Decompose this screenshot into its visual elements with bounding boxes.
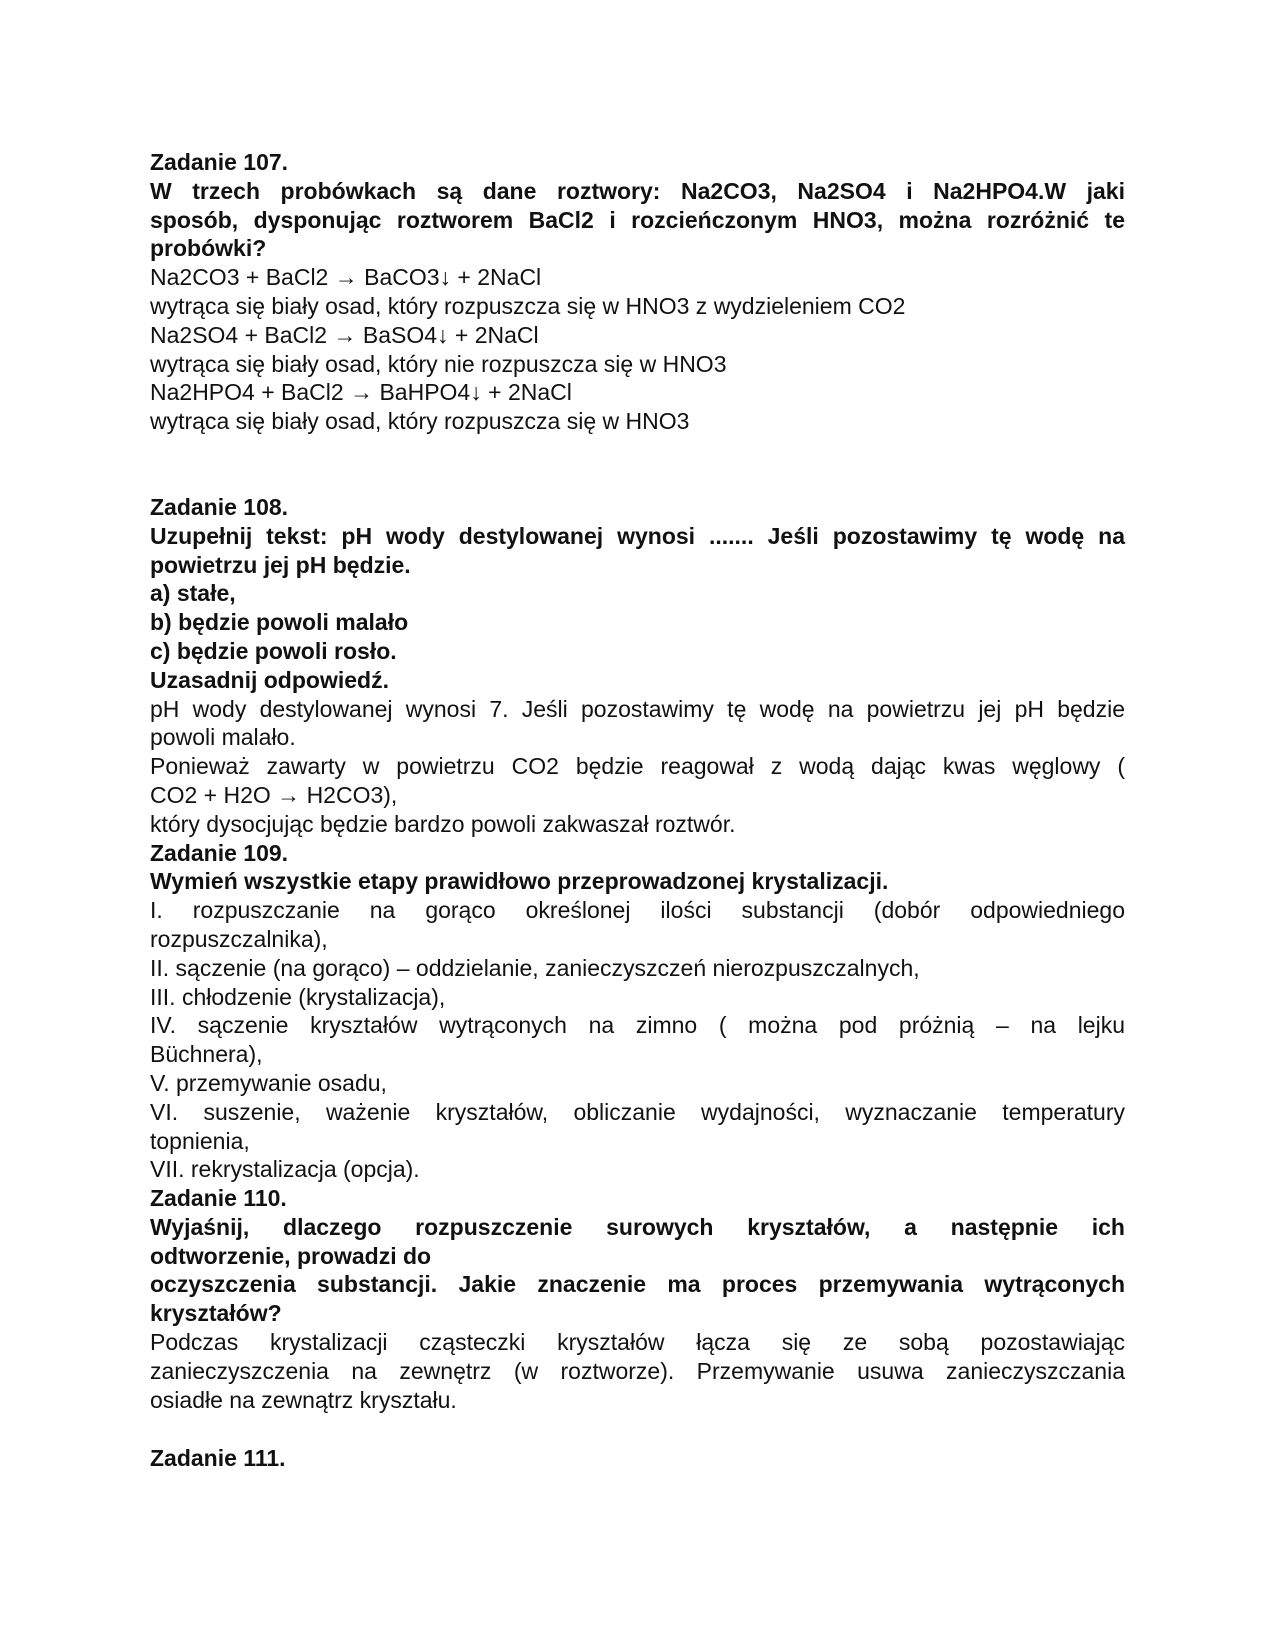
task-question-line: Uzupełnij tekst: pH wody destylowanej wynosi ....... Jeśli pozostawimy tę wodę na <box>150 522 1125 549</box>
option-a: a) stałe, <box>150 580 236 607</box>
answer-line: V. przemywanie osadu, <box>150 1069 387 1096</box>
answer-line: powoli malało. <box>150 724 296 751</box>
task-question-line: Wymień wszystkie etapy prawidłowo przeprowadzonej krystalizacji. <box>150 868 889 895</box>
spacer <box>150 1414 1125 1444</box>
task-title: Zadanie 108. <box>150 493 289 520</box>
task-109 <box>150 839 1125 1185</box>
option-b: b) będzie powoli malało <box>150 609 409 636</box>
task-question-line: W trzech probówkach są dane roztwory: Na2CO3, Na2SO4 i Na2HPO4.W jaki <box>150 177 1125 204</box>
task-question-line: sposób, dysponując roztworem BaCl2 i rozcieńczonym HNO3, można rozróżnić te <box>150 206 1125 233</box>
answer-line: III. chłodzenie (krystalizacja), <box>150 983 446 1010</box>
answer-line: zanieczyszczenia na zewnętrz (w roztworze). Przemywanie usuwa zanieczyszczania <box>150 1357 1125 1384</box>
answer-line: VI. suszenie, ważenie kryształów, obliczanie wydajności, wyznaczanie temperatury <box>150 1098 1125 1125</box>
answer-line: który dysocjując będzie bardzo powoli zakwaszał roztwór. <box>150 810 736 837</box>
answer-line: Ponieważ zawarty w powietrzu CO2 będzie reagował z wodą dając kwas węglowy ( <box>150 753 1125 780</box>
task-question-line: odtworzenie, prowadzi do <box>150 1242 432 1269</box>
answer-line: Büchnera), <box>150 1041 263 1068</box>
reaction-equation: Na2CO3 + BaCl2 → BaCO3↓ + 2NaCl <box>150 264 542 291</box>
answer-line: VII. rekrystalizacja (opcja). <box>150 1156 420 1183</box>
task-title: Zadanie 111. <box>150 1445 286 1472</box>
task-question-line: powietrzu jej pH będzie. <box>150 551 411 578</box>
answer-line: IV. sączenie kryształów wytrąconych na zimno ( można pod próżnią – na lejku <box>150 1012 1125 1039</box>
task-title: Zadanie 110. <box>150 1185 287 1212</box>
task-108 <box>150 493 1125 839</box>
answer-line: wytrąca się biały osad, który rozpuszcza się w HNO3 <box>150 408 690 435</box>
task-107 <box>150 148 1125 436</box>
task-question-line: probówki? <box>150 235 267 262</box>
answer-line: Podczas krystalizacji cząsteczki kryształów łącza się ze sobą pozostawiając <box>150 1329 1125 1356</box>
answer-line: rozpuszczalnika), <box>150 925 328 952</box>
answer-line: wytrąca się biały osad, który nie rozpuszcza się w HNO3 <box>150 350 727 377</box>
task-question-line: Uzasadnij odpowiedź. <box>150 666 389 693</box>
task-question-line: oczyszczenia substancji. Jakie znaczenie ma proces przemywania wytrąconych <box>150 1271 1125 1298</box>
task-title: Zadanie 109. <box>150 839 289 866</box>
answer-line: wytrąca się biały osad, który rozpuszcza się w HNO3 z wydzieleniem CO2 <box>150 292 906 319</box>
answer-line: II. sączenie (na gorąco) – oddzielanie, zanieczyszczeń nierozpuszczalnych, <box>150 954 920 981</box>
task-question-line: Wyjaśnij, dlaczego rozpuszczenie surowych kryształów, a następnie ich <box>150 1213 1125 1240</box>
reaction-equation: Na2HPO4 + BaCl2 → BaHPO4↓ + 2NaCl <box>150 379 572 406</box>
option-c: c) będzie powoli rosło. <box>150 637 397 664</box>
task-question-line: kryształów? <box>150 1300 282 1327</box>
task-111 <box>150 1444 1125 1473</box>
answer-line: I. rozpuszczanie na gorąco określonej ilości substancji (dobór odpowiedniego <box>150 897 1125 924</box>
answer-line: topnienia, <box>150 1127 250 1154</box>
spacer <box>150 436 1125 493</box>
reaction-equation: Na2SO4 + BaCl2 → BaSO4↓ + 2NaCl <box>150 321 539 348</box>
answer-line: osiadłe na zewnątrz kryształu. <box>150 1386 457 1413</box>
task-title: Zadanie 107. <box>150 149 289 175</box>
reaction-equation: CO2 + H2O → H2CO3), <box>150 781 398 808</box>
answer-line: pH wody destylowanej wynosi 7. Jeśli pozostawimy tę wodę na powietrzu jej pH będzie <box>150 695 1125 722</box>
task-110 <box>150 1184 1125 1414</box>
document-page <box>150 148 1125 1473</box>
